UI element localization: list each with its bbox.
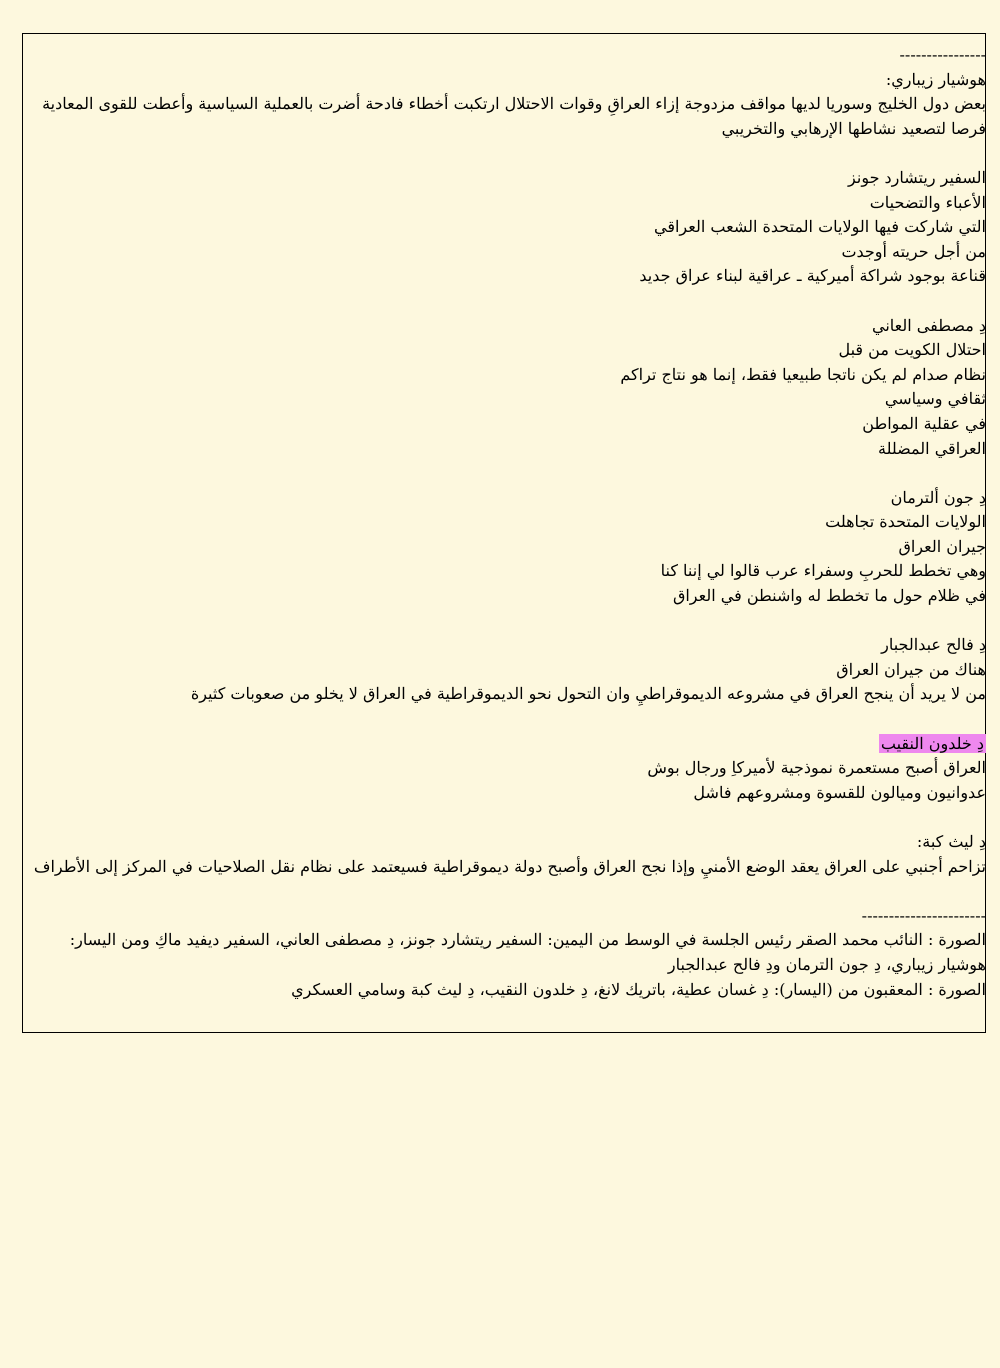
speaker-name-highlighted: دِ خلدون النقيب	[880, 733, 984, 753]
statement-line: بعض دول الخليج وسوريا لديها مواقف مزدوجة إزاء العراقِ وقوات الاحتلال ارتكبت أخطاء فادحة أضرت بالعملية السياسية وأعطت للقوى المعادية فرصا لتصعيد نشاطها الإرهابي والتخريبي	[42, 94, 986, 138]
speaker-name: دِ مصطفى العاني	[872, 315, 986, 335]
section-abdul-jabbar	[30, 633, 986, 707]
section-al-ani	[30, 314, 986, 462]
section-kubba	[30, 830, 986, 879]
statement-line: وهي تخطط للحربِ وسفراء عرب قالوا لي إننا كنا	[660, 561, 986, 581]
statement-line: قناعة بوجود شراكة أميركية ـ عراقية لبناء عراق جديد	[639, 266, 986, 286]
statement-line: ثقافي وسياسي	[884, 389, 986, 409]
statement-line: احتلال الكويت من قبل	[838, 340, 986, 360]
statement-line: هناك من جيران العراق	[836, 659, 986, 679]
section-alterman	[30, 486, 986, 609]
photo-caption: الصورة : المعقبون من (اليسار): دِ غسان عطية، باتريك لانغ، دِ خلدون النقيب، دِ ليث كبة وسامي العسكري	[291, 979, 986, 999]
statement-line: العراق أصبح مستعمرة نموذجية لأميركاِ ورجال بوش	[647, 758, 986, 778]
document-body	[30, 43, 986, 1002]
top-separator: ----------------	[899, 45, 986, 64]
statement-line: الولايات المتحدة تجاهلت	[825, 512, 986, 532]
speaker-name: دِ ليث كبة:	[916, 832, 986, 851]
statement-line: من أجل حريته أوجدت	[841, 241, 986, 261]
speaker-name: السفير ريتشارد جونز	[848, 167, 986, 187]
photo-caption: الصورة : النائب محمد الصقر رئيس الجلسة في الوسط من اليمين: السفير ريتشارد جونز، دِ مصطفى العاني، السفير ديفيد ماكِ ومن اليسار: هوشيار زيباري، دِ جون الترمان ودِ فالح عبدالجبار	[69, 930, 986, 974]
section-jones	[30, 166, 986, 289]
statement-line: الأعباء والتضحيات	[869, 192, 986, 212]
speaker-name: دِ فالح عبدالجبار	[881, 635, 986, 655]
statement-line: من لا يريد أن ينجح العراق في مشروعه الديموقراطيِ وان التحول نحو الديموقراطية في العراق لا يخلو من صعوبات كثيرة	[190, 684, 986, 704]
section-al-naqeeb	[30, 732, 986, 806]
speaker-name: هوشيار زيباري:	[885, 69, 986, 89]
statement-line: جيران العراق	[898, 536, 986, 556]
statement-line: العراقي المضللة	[878, 438, 986, 458]
statement-line: في عقلية المواطن	[862, 413, 986, 433]
statement-line: عدوانيون وميالون للقسوة ومشروعهم فاشل	[693, 782, 986, 802]
statement-line: في ظلام حول ما تخطط له واشنطن في العراق	[672, 586, 986, 606]
photo-captions	[30, 928, 986, 1002]
statement-line: التي شاركت فيها الولايات المتحدة الشعب العراقي	[654, 217, 986, 237]
statement-line: تزاحم أجنبي على العراق يعقد الوضع الأمنيِ وإذا نجح العراق وأصبح دولة ديموقراطية فسيعتمد على نظام نقل الصلاحيات في المركز إلى الأطراف	[33, 856, 986, 876]
speaker-name: دِ جون ألترمان	[890, 487, 986, 507]
section-zebari	[30, 68, 986, 142]
bottom-separator: -----------------------	[861, 905, 986, 925]
statement-line: نظام صدام لم يكن ناتجا طبيعيا فقط، إنما هو نتاج تراكم	[620, 364, 986, 384]
